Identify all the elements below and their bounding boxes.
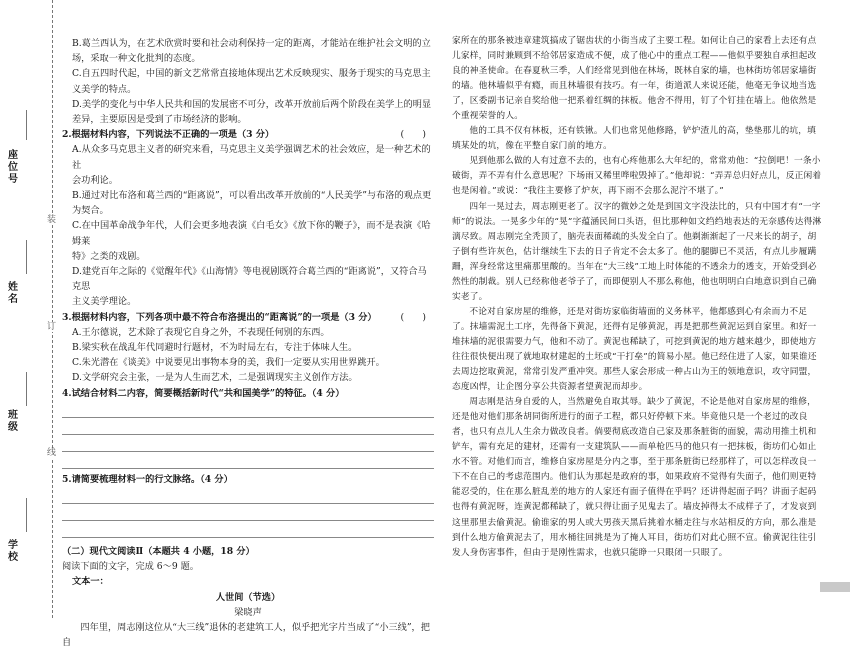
option-line: 义美学的特点。 bbox=[72, 83, 137, 95]
page-marker bbox=[820, 582, 850, 592]
passage-paragraph: 周志刚是洁身自爱的人，当然避免自取其辱。缺少了黄泥，不论是他对自家房屋的维修，还是他对他们那条胡同街所进行的面子工程，都只好停顿下来。毕竟他只是一个老过的改良者，也只有点儿人生余力做改良者。倘要彻底改造自己家及那条脏街的面貌，需动用推土机和铲车，需有充足的建材，还需有一支建筑队——而单枪匹马的他只有一把抹板，街坊们心如止水不管。对他们而言，维修自家房屋是分内之事，至于那条脏街已经那样了，可以怎样改良一下不在自己的考虑范围内。他们认为那起是政府的事，如果政府不觉得有失面子，他们则更特能忍受的，住在那么脏乱差的地方的人家还有面子值得在乎吗？还讲得起面子吗？讲面子起码也得有黄泥呀，连黄泥都稀缺了，就只得让面子见鬼去了。墙皮掉得太不成样子了，才发哀到这里那里去偷黄泥。偷谁家的男人或大男孩天黑后挑着水桶走往与水站相反的方向，那么准是到什么地方偷黄泥去了，用水桶往回挑是为了掩人耳目，街坊们对此心照不宣。偷黄泥往往引发人身伤害事件，但由于是刚性需求，也就只能睁一只眼闭一只眼了。 bbox=[452, 397, 817, 558]
option-line: B.梁实秋在战乱年代同避时行题材，不为时局左右，专注于体味人生。 bbox=[72, 342, 358, 354]
option-line: C.自五四时代起，中国的新文艺常常直接地体现出艺术反映现实、服务于现实的马克思主 bbox=[72, 68, 431, 80]
question-stem: 3.根据材料内容，下列各项中最不符合布洛提出的“距离说”的一项是（3 分） bbox=[62, 311, 377, 323]
option-line: 为契合。 bbox=[72, 205, 109, 217]
option-line: A.从众多马克思主义者的研究来看，马克思主义美学强调艺术的社会效应，是一种艺术的社 bbox=[72, 144, 431, 171]
cut-line bbox=[52, 0, 53, 618]
passage-paragraph: 不论对自家房屋的维修，还是对街坊家临街墙面的义务林平，他都感到心有余而力不足了。抹墙需泥土工序，先得备下黄泥，还得有足够黄泥，再是把那些黄泥运到自家里。和好一堆抹墙的泥很需要力气，他和不动了。黄泥也稀缺了，可挖到黄泥的地方越来越少，即使地方往往很快便出现了就地取材建起的土坯或“干打垒”的简易小屋。他已经住进了人家，如果谁还去周边挖取黄泥，常常引发严重冲突。那些人家会形成一种占山为王的领地意识，攻守同盟，态度凶悍，让企图分享公共资源者望黄泥而却步。 bbox=[452, 306, 817, 393]
label-line bbox=[26, 498, 27, 532]
section-heading: （二）现代文阅读Ⅱ（本题共 4 小题，18 分） bbox=[62, 546, 255, 558]
option-line: 特》之类的戏剧。 bbox=[72, 250, 146, 262]
answer-line[interactable] bbox=[62, 489, 434, 504]
passage-paragraph: 见到他那么做的人有过意不去的，也有心疼他那么大年纪的，常常劝他：“拉倒吧！一条小破街，弄不弄有什么意思呢？下场雨又稀里哗啦毁掉了。”他却说：“弄弄总归好点儿，反正闲着也是闲着。”或说：“我往主要修了炉灰，再下雨不会那么泥泞不堪了。” bbox=[452, 156, 822, 197]
option-line: B.葛兰西认为，在艺术欣赏时要和社会动利保持一定的距离，才能站在维护社会文明的立 bbox=[72, 38, 431, 49]
option-line: 会功利论。 bbox=[72, 174, 118, 186]
instruction: 阅读下面的文字，完成 6～9 题。 bbox=[62, 561, 199, 573]
option-line: C.朱光潜在《谈美》中说要见出事物本身的美，我们一定要从实用世界跳开。 bbox=[72, 357, 385, 369]
label-line bbox=[26, 240, 27, 274]
question-4: 4.试结合材料二内容，简要概括新时代“共和国美学”的特征。（4 分） bbox=[62, 387, 345, 399]
text-label: 文本一： bbox=[72, 576, 109, 588]
question-5: 5.请简要梳理材料一的行文脉络。（4 分） bbox=[62, 473, 233, 485]
passage-paragraph: 四年里，周志刚这位从“大三线”退休的老建筑工人，似乎把光字片当成了“小三线”，把自 bbox=[62, 622, 430, 649]
answer-line[interactable] bbox=[62, 420, 434, 435]
option-line: C.在中国革命战争年代，人们会更多地表演《白毛女》《放下你的鞭子》，而不是表演《哈姆莱 bbox=[72, 220, 431, 247]
answer-line[interactable] bbox=[62, 403, 434, 418]
cut-mark: 订 bbox=[47, 322, 57, 332]
passage-paragraph: 他的工具不仅有林板，还有铁锹。人们也常见他修路，铲炉渣儿的高，垫垫那儿的坑，填填某处的坑，像在平整自家门前的地方。 bbox=[452, 126, 817, 152]
option-line: D.建党百年之际的《觉醒年代》《山海情》等电视剧既符合葛兰西的“距离说”，又符合马克思 bbox=[72, 266, 427, 293]
option-line: A.王尔德说，艺术除了表现它自身之外，不表现任何别的东西。 bbox=[72, 326, 330, 338]
option-line: 主义美学理论。 bbox=[72, 296, 137, 308]
left-column bbox=[62, 36, 434, 651]
question-stem: 2.根据材料内容，下列说法不正确的一项是（3 分） bbox=[62, 129, 275, 141]
passage-author: 梁晓声 bbox=[234, 606, 262, 618]
option-line: 差异，主要原因是受到了市场经济的影响。 bbox=[72, 114, 247, 126]
seat-number-label: 座位号 bbox=[8, 150, 18, 185]
right-column bbox=[452, 34, 824, 561]
answer-line[interactable] bbox=[62, 523, 434, 538]
question-3 bbox=[62, 310, 434, 325]
question-2 bbox=[62, 127, 434, 142]
name-label: 姓名 bbox=[8, 282, 18, 305]
option-line: D.文学研究会主张，一是为人生而艺术，二是强调现实主义创作方法。 bbox=[72, 372, 358, 384]
school-label: 学校 bbox=[8, 540, 18, 563]
answer-line[interactable] bbox=[62, 437, 434, 452]
answer-paren[interactable]: ( ) bbox=[400, 129, 426, 141]
cut-mark: 装 bbox=[47, 215, 57, 225]
passage-paragraph: 家所在的那条被违章建筑搞成了锯齿状的小街当成了主要工程。如何让自己的家看上去还有点儿家样，同时兼顾到不给邻居家造成不便，成了他心中的重点工程——他似乎要独自承担起改良的神圣使命。在春夏秋三季，人们经常见到他在林场，既林自家的墙，也林街坊邻居家墙街的墙。他林墙似乎有瘾，而且林墙很有技巧。有一年，街道派人来说还能，他毫无争议地当选了，区委副书记亲自奖给他一把系着红绸的抹板。他舍不得用，钉了个钉挂在墙上。他依然是个重视荣誉的人。 bbox=[452, 36, 817, 122]
answer-line[interactable] bbox=[62, 506, 434, 521]
passage-paragraph: 四年一晃过去，周志刚更老了。汉字的微妙之处是到国文字没法比的，只有中国才有“一字师”的说法。一晃多少年的“晃”字蕴涵民间口头语，但比那种如文绉绉地表达的无奈感传达得淋漓尽致。周志刚完全秃顶了，脑壳表面稀疏的头发全白了。他剃渐渐起了一尺来长的胡子，胡子倒有些许灰色，估计继续生下去的日子肯定不会太多了。他的腿脚已不灵活，有点儿步履蹒跚，浑身经常这里痛那里酸的。当年在“大三线”工地上时体能的不透余力的透支，开始受到必然性的制裁。别人已经称他老爷子了，而即便别人不那么称他，他也明明白白地意识到自己确实老了。 bbox=[452, 201, 822, 302]
answer-paren[interactable]: ( ) bbox=[400, 311, 426, 323]
label-line bbox=[26, 372, 27, 406]
option-line: 场，采取一种文化批判的态度。 bbox=[72, 53, 201, 65]
passage-title: 人世间（节选） bbox=[215, 591, 281, 603]
label-line bbox=[26, 110, 27, 140]
option-line: D.美学的变化与中华人民共和国的发展密不可分，改革开放前后两个阶段在美学上的明显 bbox=[72, 98, 432, 110]
cut-mark: 线 bbox=[47, 448, 57, 458]
option-line: B.通过对比布洛和葛兰西的“距离说”，可以看出改革开放前的“人民美学”与布洛的观点更 bbox=[72, 190, 432, 202]
binding-margin bbox=[0, 0, 58, 618]
answer-line[interactable] bbox=[62, 454, 434, 469]
class-label: 班级 bbox=[8, 410, 18, 433]
